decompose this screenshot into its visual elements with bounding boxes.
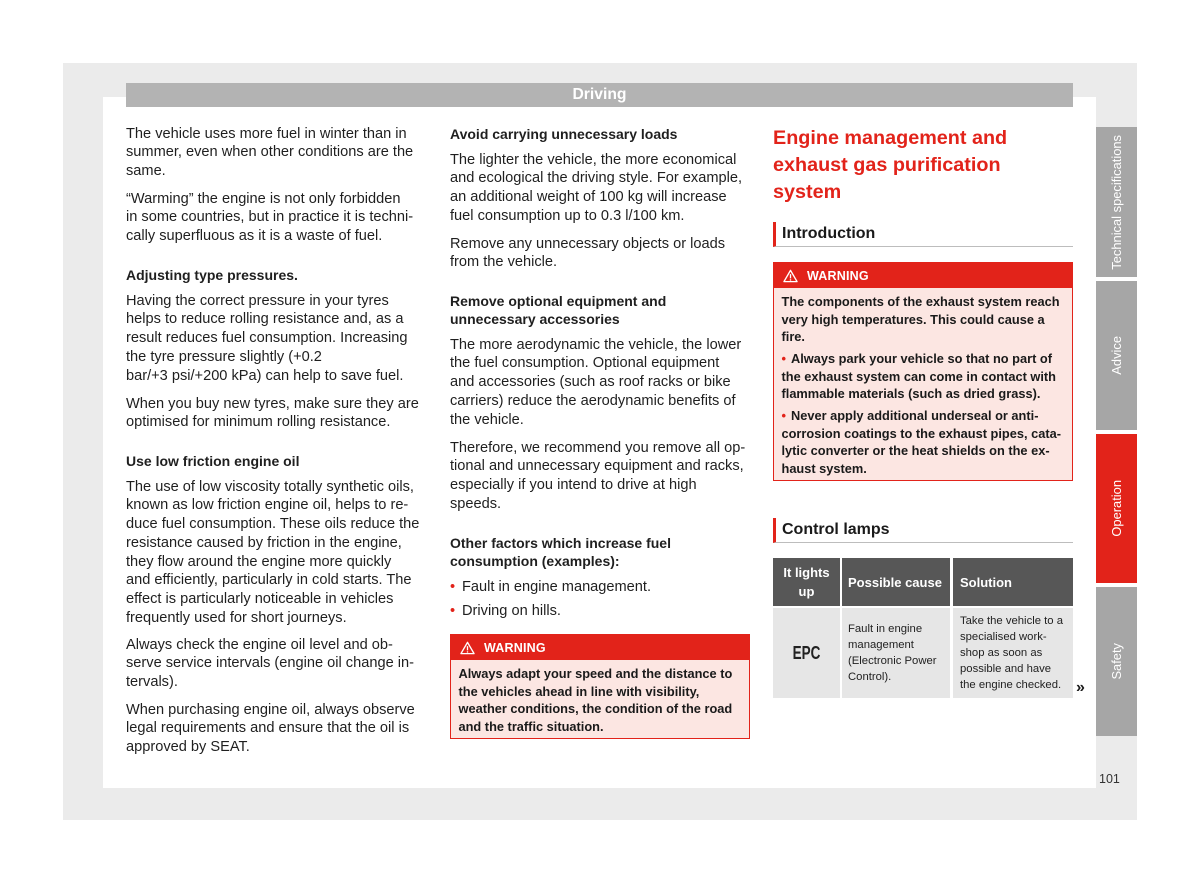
side-tab-safety	[1096, 587, 1137, 736]
table-cell-text: Fault in engine management (Electronic Power Control).	[848, 623, 937, 683]
paragraph-lighter-vehicle: The lighter the vehicle, the more economical and ecological the driving style. For example, an additional weight of 100 kg will increase fuel consumption up to 0.3 l/100 km.	[450, 151, 743, 224]
side-tab-technical-specifications	[1096, 127, 1137, 277]
table-header-text: Possible cause	[848, 574, 942, 590]
list-item	[450, 602, 561, 621]
paragraph-remove-objects: Remove any unnecessary objects or loads from the vehicle.	[450, 235, 725, 271]
paragraph-oil-level: Always check the engine oil level and ob- serve service intervals (engine oil change in- tervals).	[126, 636, 414, 691]
warning-label: WARNING	[807, 268, 869, 283]
side-tab-operation	[1096, 434, 1137, 583]
continued-marker: »	[1076, 679, 1085, 696]
warning-body	[451, 660, 749, 735]
table-header-lights-up	[773, 558, 840, 606]
table-cell-lamp	[773, 608, 840, 698]
paragraph-aerodynamic: The more aerodynamic the vehicle, the lower the fuel consumption. Optional equipment and accessories (such as roof racks or bike carriers) reduce the aerodynamic benefits of the vehicle.	[450, 336, 742, 428]
table-header-text: It lights up	[783, 565, 830, 599]
warning-triangle-icon	[783, 269, 798, 283]
warning-bullet	[782, 407, 1066, 477]
warning-box-exhaust	[773, 262, 1073, 481]
warning-intro: The components of the exhaust system reach very high temperatures. This could cause a fire.	[781, 294, 1060, 344]
heading-tyre-pressures: Adjusting type pressures.	[126, 266, 298, 283]
paragraph-new-tyres: When you buy new tyres, make sure they are optimised for minimum rolling resistance.	[126, 395, 419, 431]
warning-bullet-text: Always park your vehicle so that no part of the exhaust system can come in contact with flammable materials (such as dried grass).	[781, 351, 1057, 401]
section-title: Engine management and exhaust gas purification system	[773, 126, 1008, 203]
warning-header	[774, 263, 1072, 288]
heading-introduction: Introduction	[773, 222, 1073, 247]
side-tab-label: Operation	[1109, 480, 1124, 537]
warning-body	[774, 288, 1072, 477]
side-tab-advice	[1096, 281, 1137, 430]
heading-control-lamps: Control lamps	[773, 518, 1073, 543]
paragraph-winter-fuel: The vehicle uses more fuel in winter than in summer, even when other conditions are the same.	[126, 125, 414, 180]
warning-bullet	[782, 350, 1066, 403]
warning-header	[451, 635, 749, 660]
table-header-text: Solution	[960, 574, 1012, 590]
table-header-possible-cause	[842, 558, 950, 606]
heading-unnecessary-loads: Avoid carrying unnecessary loads	[450, 125, 678, 142]
paragraph-low-friction-oil: The use of low viscosity totally synthetic oils, known as low friction engine oil, helps to re- duce fuel consumption. These oils reduce the resistance caused by friction in the engine, they flow around the engine more quickly and efficiently, particularly in cold starts. The effect is particularly noticeable in vehicles frequently used for short journeys.	[126, 478, 420, 626]
table-cell-solution	[953, 608, 1073, 698]
warning-bullet-text: Never apply additional underseal or anti- corrosion coatings to the exhaust pipes, cata- lytic converter or the heat shields on the ex- haust system.	[781, 408, 1061, 476]
warning-label: WARNING	[484, 640, 546, 655]
list-item-text: Driving on hills.	[462, 602, 561, 619]
heading-other-factors: Other factors which increase fuel consumption (examples):	[450, 534, 671, 570]
warning-triangle-icon	[460, 641, 475, 655]
page-number: 101	[1099, 772, 1120, 786]
table-cell-text: Take the vehicle to a specialised work- shop as soon as possible and have the engine checked.	[960, 615, 1063, 691]
table-header-solution	[953, 558, 1073, 606]
heading-engine-oil: Use low friction engine oil	[126, 452, 300, 469]
list-item	[450, 578, 651, 597]
epc-lamp-symbol: EPC	[792, 643, 821, 663]
side-tab-label: Safety	[1109, 643, 1124, 680]
warning-text: Always adapt your speed and the distance to the vehicles ahead in line with visibility, weather conditions, the condition of the road and the traffic situation.	[458, 666, 733, 734]
section-header: Driving	[126, 83, 1073, 107]
table-cell-cause	[842, 608, 950, 698]
warning-box-driving	[450, 634, 750, 739]
paragraph-warming-engine: “Warming” the engine is not only forbidden in some countries, but in practice it is techni- cally superfluous as it is a waste of fuel.	[126, 190, 414, 245]
side-tab-label: Technical specifications	[1109, 134, 1124, 270]
paragraph-purchasing-oil: When purchasing engine oil, always observe legal requirements and ensure that the oil is approved by SEAT.	[126, 701, 415, 756]
paragraph-remove-equipment: Therefore, we recommend you remove all op- tional and unnecessary equipment and racks, especially if you intend to drive at high speeds.	[450, 439, 746, 512]
side-tab-label: Advice	[1109, 336, 1124, 375]
paragraph-tyre-pressure: Having the correct pressure in your tyres helps to reduce rolling resistance and, as a result reduces fuel consumption. Increasing the tyre pressure slightly (+0.2 bar/+3 psi/+200 kPa) can help to save fuel.	[126, 292, 408, 384]
list-item-text: Fault in engine management.	[462, 578, 652, 595]
heading-optional-equipment: Remove optional equipment and unnecessary accessories	[450, 292, 667, 328]
